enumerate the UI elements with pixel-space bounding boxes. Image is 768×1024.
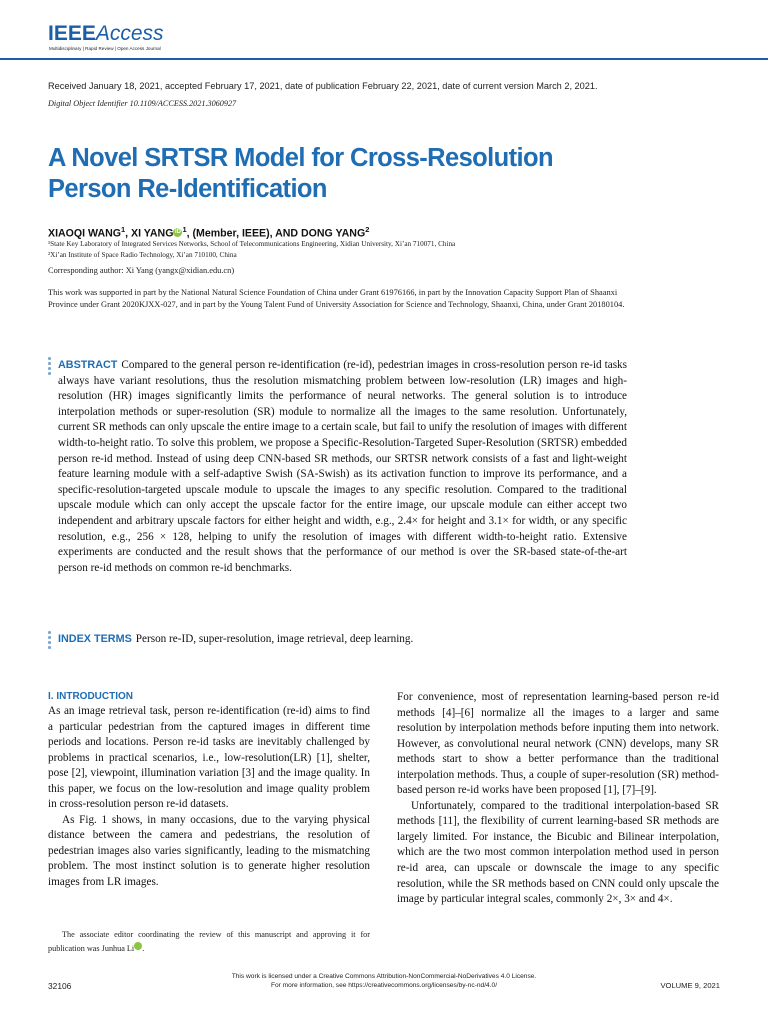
journal-tagline: Multidisciplinary | Rapid Review | Open Access Journal [49, 46, 161, 51]
license-line-2[interactable]: For more information, see https://creativecommons.org/licenses/by-nc-nd/4.0/ [270, 982, 498, 989]
intro-paragraph-3: For convenience, most of representation learning-based person re-id methods [4]–[6] normalize all the images to a larger and same resolution by interpolation methods before inputing them into network. However, as convolutional neural network (CNN) develops, many SR methods start to show a better performance than the traditional interpolation methods. Thus, a couple of super-resolution (SR) method-based person re-id works have been proposed [1], [7]–[9]. [397, 691, 719, 797]
author-1: XIAOQI WANG [48, 227, 121, 240]
intro-paragraph-2: As Fig. 1 shows, in many occasions, due to the varying physical distance between the camera and pedestrians, the resolution of pedestrian images also varies significantly, leading to the mismatching problem. The most instinct solution is to generate higher resolution images from LR images. [48, 813, 370, 889]
journal-logo: IEEEAccess [48, 22, 164, 45]
license-line-1: This work is licensed under a Creative Commons Attribution-NonCommercial-NoDerivatives 4.0 License. [231, 973, 537, 980]
orcid-icon[interactable]: iD [174, 228, 181, 235]
corresponding-author: Corresponding author: Xi Yang (yangx@xidian.edu.cn) [48, 266, 235, 275]
abstract-text: Compared to the general person re-identification (re-id), pedestrian images in cross-resolution person re-id tasks always have variant resolutions, thus the resolution mismatching problem between low-resolution (LR) images and high-resolution (HR) images significantly limits the performance of neural networks. The general solution is to introduce interpolation methods or super-resolution (SR) module to normalize all the images to the same resolution. Unfortunately, current SR methods can only upscale the entire image to a certain scale, but fail to unify the resolution of images with different width-to-height ratio. To solve this problem, we propose a Specific-Resolution-Targeted Super-Resolution (SRTSR) embedded person re-id method. Instead of using deep CNN-based SR methods, our SRTSR network consists of a fast and light-weight feature learning module with a self-adaptive Swish (SA-Swish) as its activation function to improve its performance, and a specific-resolution-targeted upscale module to upscale the images to any specific resolution. Compared to the traditional upscale module which can only accept the upscale factor for the entire image, our upscale module can either accept two independent and arbitrary upscale factors for either height and width, e.g., 2.4× for height and 3.1× for width, or any specific resolution, e.g., 256 × 128, helping to unify the resolution of images with different width-to-height ratio. Extensive experiments are conducted and the result shows that the performance of our method is over the SR-based state-of-the-art person re-id methods on common re-id benchmarks. [58, 359, 627, 574]
page-number: 32106 [48, 981, 72, 991]
abstract [58, 358, 627, 576]
abstract-label: ABSTRACT [58, 359, 118, 371]
index-terms-label: INDEX TERMS [58, 633, 132, 645]
index-terms-text: Person re-ID, super-resolution, image retrieval, deep learning. [135, 633, 414, 645]
paper-title [48, 143, 708, 205]
title-line-2: Person Re-Identification [48, 175, 327, 203]
right-column [397, 690, 719, 908]
intro-paragraph-4: Unfortunately, compared to the traditional interpolation-based SR methods [11], the flexibility of current learning-based SR methods are largely limited. For instance, the Bicubic and Bilinear interpolation, which are the two most common interpolation method used in person re-id area, can upscale or downscale the image to any specific resolution, while the SR methods based on CNN could only upscale the image by particular integral scales, commonly 2×, 3× and 4×. [397, 799, 719, 906]
intro-paragraph-1: As an image retrieval task, person re-identification (re-id) aims to find a particular pedestrian from the captured images in different time periods and locations. Person re-id tasks are inevitably challenged by problems in practical scenarios, i.e., low-resolution(LR) [1], shelter, pose [2], viewpoint, illumination variation [3] and the image quality. In this paper, we focus on the low-resolution and image quality problem in cross-resolution person re-id datasets. [48, 705, 370, 811]
author-list: XIAOQI WANG$^1$, XI YANG iD $^1$, (Member, IEEE), AND DONG YANG$^2$ [48, 225, 370, 240]
index-terms-marker-icon [48, 631, 52, 651]
editor-footnote: The associate editor coordinating the review of this manuscript and approving it for publication was Junhua Li iD. [48, 930, 370, 953]
affiliation-2: ²Xi’an Institute of Space Radio Technology, Xi’an 710100, China [48, 251, 237, 259]
received-dates: Received January 18, 2021, accepted February 17, 2021, date of publication February 22, 2021, date of current version March 2, 2021. [48, 81, 598, 91]
funding-statement: This work was supported in part by the National Natural Science Foundation of China under Grant 61976166, in part by the Innovation Capacity Support Plan of Shaanxi Province under Grant 2020KJXX-027, and in part by the Young Talent Fund of University Association for Science and Technology, Shaanxi, China, under Grant 20180104. [48, 288, 625, 309]
author-3: , (Member, IEEE), AND DONG YANG [186, 227, 366, 240]
doi-line: Digital Object Identifier 10.1109/ACCESS.2021.3060927 [48, 99, 237, 108]
section-heading: I. INTRODUCTION [48, 691, 133, 702]
abstract-marker-icon [48, 357, 52, 377]
author-2: , XI YANG [125, 227, 174, 240]
title-line-1: A Novel SRTSR Model for Cross-Resolution [48, 144, 553, 172]
header-rule [0, 58, 768, 60]
index-terms [58, 632, 658, 647]
volume-label: VOLUME 9, 2021 [660, 981, 720, 990]
orcid-icon[interactable]: iD [134, 942, 142, 950]
left-column [48, 690, 370, 891]
affiliation-1: ¹State Key Laboratory of Integrated Services Networks, School of Telecommunications Engineering, Xidian University, Xi’an 710071, China [48, 240, 456, 248]
